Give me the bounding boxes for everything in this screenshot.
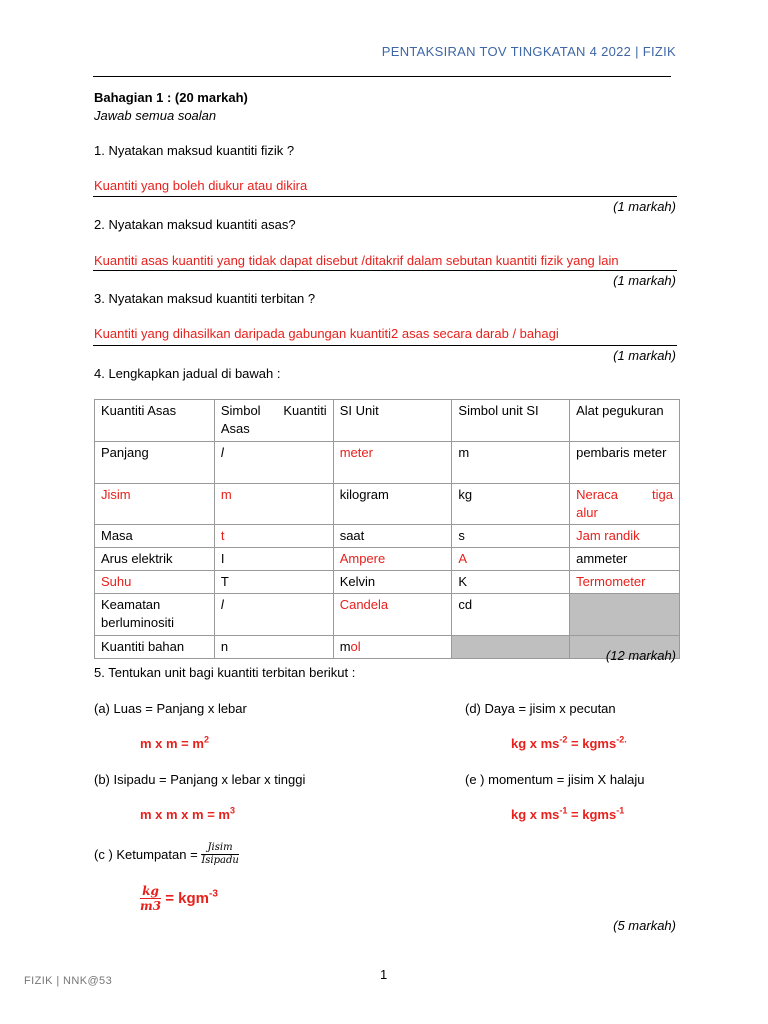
table-row [95,636,680,659]
table-row [95,548,680,571]
q5c-answer-text: = kgm [161,890,209,907]
q5d-sup-a: -2 [559,734,568,745]
question-5: 5. Tentukan unit bagi kuantiti terbitan berikut : [94,665,356,680]
q5c-label [94,842,239,867]
q5a-answer-sup: 2 [203,734,209,745]
q5d-label: (d) Daya = jisim x pecutan [465,701,616,716]
marks-1: (1 markah) [613,199,676,214]
table-cell: l [214,442,333,484]
table-row [95,525,680,548]
question-3: 3. Nyatakan maksud kuantiti terbitan ? [94,291,316,306]
page-number: 1 [380,967,388,982]
table-header-cell: Kuantiti Asas [95,400,215,442]
fraction-numerator: Jisim [201,842,239,855]
table-header-cell: SI Unit [333,400,452,442]
q5e-answer-b: = kgms [567,807,617,822]
footer-label: FIZIK | NNK@53 [24,975,113,987]
answer-fraction-denominator: m3 [140,899,162,913]
table-cell: t [214,525,333,548]
marks-4: (12 markah) [605,648,676,663]
table-cell: T [214,571,333,594]
table-row [95,442,680,484]
table-cell: ammeter [570,548,680,571]
q5b-answer-text: m x m x m = m [140,807,230,822]
marks-3: (1 markah) [613,348,676,363]
unit-prefix: m [339,639,351,654]
marks-5: (5 markah) [613,918,676,933]
table-header-row [95,400,680,442]
answer-2: Kuantiti asas kuantiti yang tidak dapat disebut /ditakrif dalam sebutan kuantiti fizik yang lain [94,253,619,268]
table-cell: Suhu [95,571,215,594]
q5b-answer-sup: 3 [229,805,235,816]
density-fraction [201,842,239,867]
q5e-answer-a: kg x ms [511,807,560,822]
page-header-title: PENTAKSIRAN TOV TINGKATAN 4 2022 | FIZIK [381,44,676,59]
q5b-answer [140,807,235,822]
table-cell: Kelvin [333,571,452,594]
table-cell: I [214,548,333,571]
table-cell-shaded [452,636,570,659]
table-header-cell: Simbol unit SI [452,400,570,442]
q5a-answer-text: m x m = m [140,736,204,751]
table-cell [333,636,452,659]
q5b-label: (b) Isipadu = Panjang x lebar x tinggi [94,772,306,787]
table-cell: Neraca tiga alur [570,484,680,525]
answer-2-line [93,270,677,271]
table-cell: pembaris meter [570,442,680,484]
answer-fraction-numerator: kg [140,884,161,899]
answer-3: Kuantiti yang dihasilkan daripada gabungan kuantiti2 asas secara darab / bahagi [94,326,559,341]
table-cell: Kuantiti bahan [95,636,215,659]
table-cell: m [452,442,570,484]
table-cell: Masa [95,525,215,548]
table-cell: K [452,571,570,594]
q5e-answer [511,807,624,822]
table-cell: Termometer [570,571,680,594]
section-instruction: Jawab semua soalan [94,108,217,123]
section-title: Bahagian 1 : (20 markah) [94,90,248,105]
unit-suffix: ol [350,639,361,654]
quantity-table [94,399,680,659]
q5d-answer-b: = kgms [567,736,617,751]
table-header-cell: Alat pegukuran [570,400,680,442]
table-cell: A [452,548,570,571]
table-cell: kilogram [333,484,452,525]
q5d-answer [511,736,627,751]
table-cell: s [452,525,570,548]
table-row [95,594,680,636]
q5e-sup-b: -1 [616,805,625,816]
q5d-sup-b: -2. [616,734,627,745]
table-cell: Panjang [95,442,215,484]
table-cell: Jam randik [570,525,680,548]
q5c-answer-sup: -3 [208,888,218,900]
q5e-label: (e ) momentum = jisim X halaju [465,772,645,787]
table-cell: meter [333,442,452,484]
question-1: 1. Nyatakan maksud kuantiti fizik ? [94,143,295,158]
table-cell: Jisim [95,484,215,525]
answer-1: Kuantiti yang boleh diukur atau dikira [94,178,308,193]
table-cell: Keamatan berluminositi [95,594,215,636]
question-4: 4. Lengkapkan jadual di bawah : [94,366,281,381]
answer-fraction [140,884,161,913]
header-rule [93,76,671,77]
table-row [95,484,680,525]
table-cell: cd [452,594,570,636]
q5c-answer [140,884,218,913]
q5d-answer-a: kg x ms [511,736,560,751]
q5c-label-text: (c ) Ketumpatan = [94,847,202,862]
answer-3-line [93,345,677,346]
q5e-sup-a: -1 [559,805,568,816]
table-cell: Ampere [333,548,452,571]
table-cell: Candela [333,594,452,636]
table-cell: Arus elektrik [95,548,215,571]
table-cell: kg [452,484,570,525]
table-cell-shaded [570,594,680,636]
question-2: 2. Nyatakan maksud kuantiti asas? [94,217,296,232]
table-header-cell: Simbol Kuantiti Asas [214,400,333,442]
answer-1-line [93,196,677,197]
table-cell: m [214,484,333,525]
marks-2: (1 markah) [613,273,676,288]
table-cell: l [214,594,333,636]
q5a-label: (a) Luas = Panjang x lebar [94,701,247,716]
fraction-denominator: Isipadu [201,855,239,866]
table-row [95,571,680,594]
table-cell: n [214,636,333,659]
table-cell: saat [333,525,452,548]
q5a-answer [140,736,209,751]
